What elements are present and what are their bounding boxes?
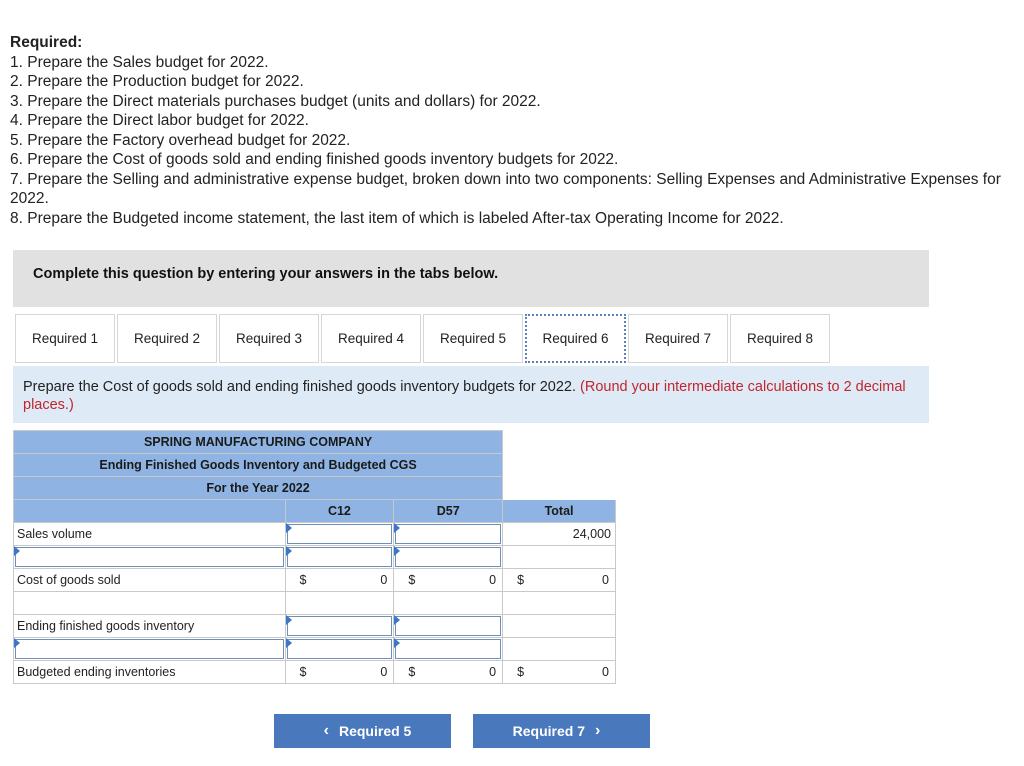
spacer-label bbox=[14, 592, 286, 615]
cogs-total bbox=[503, 569, 616, 592]
bei-label: Budgeted ending inventories bbox=[14, 661, 286, 684]
row-total-blank-1 bbox=[503, 546, 616, 569]
dollar-sign: $ bbox=[517, 665, 525, 679]
cogs-c12 bbox=[285, 569, 394, 592]
tab-required-2[interactable]: Required 2 bbox=[117, 314, 217, 363]
bei-d57-value: 0 bbox=[489, 665, 497, 679]
tab-required-3[interactable]: Required 3 bbox=[219, 314, 319, 363]
header-blank bbox=[14, 500, 286, 523]
bei-total-value: 0 bbox=[602, 665, 609, 679]
instruction-main: Prepare the Cost of goods sold and ending finished goods inventory budgets for 2022. bbox=[23, 379, 576, 395]
required-item-8: 8. Prepare the Budgeted income statement, the last item of which is labeled After-tax Operating Income for 2022. bbox=[10, 209, 784, 227]
dollar-sign: $ bbox=[299, 573, 307, 587]
table-subtitle: Ending Finished Goods Inventory and Budgeted CGS bbox=[14, 454, 503, 477]
next-button[interactable] bbox=[473, 714, 650, 748]
sales-volume-c12-input[interactable] bbox=[285, 523, 394, 546]
required-item-7: 7. Prepare the Selling and administrative expense budget, broken down into two components: Selling Expenses and Administrative Expenses for 2022. bbox=[10, 170, 1001, 207]
row-d57-input-1[interactable] bbox=[394, 546, 503, 569]
table-period: For the Year 2022 bbox=[14, 477, 503, 500]
tab-required-5[interactable]: Required 5 bbox=[423, 314, 523, 363]
efgi-d57-input[interactable] bbox=[394, 615, 503, 638]
row-label-input-1[interactable] bbox=[14, 546, 286, 569]
company-name: SPRING MANUFACTURING COMPANY bbox=[14, 431, 503, 454]
required-item-3: 3. Prepare the Direct materials purchases budget (units and dollars) for 2022. bbox=[10, 92, 541, 110]
efgi-c12-input[interactable] bbox=[285, 615, 394, 638]
tab-required-1[interactable]: Required 1 bbox=[15, 314, 115, 363]
cogs-total-value: 0 bbox=[602, 573, 609, 587]
instruction-note: (Round your intermediate calculations to 2 decimal places.) bbox=[23, 379, 906, 413]
spacer-c12 bbox=[285, 592, 394, 615]
dollar-sign: $ bbox=[517, 573, 525, 587]
required-title: Required: bbox=[10, 34, 83, 51]
row-d57-input-2[interactable] bbox=[394, 638, 503, 661]
tab-required-6[interactable]: Required 6 bbox=[525, 314, 626, 363]
tab-required-7[interactable]: Required 7 bbox=[628, 314, 728, 363]
tab-required-4[interactable]: Required 4 bbox=[321, 314, 421, 363]
row-c12-input-1[interactable] bbox=[285, 546, 394, 569]
banner-text: Complete this question by entering your answers in the tabs below. bbox=[33, 266, 499, 282]
cogs-d57 bbox=[394, 569, 503, 592]
col-c12: C12 bbox=[285, 500, 394, 523]
row-total-blank-2 bbox=[503, 638, 616, 661]
prev-button-label: Required 5 bbox=[338, 723, 412, 739]
col-total: Total bbox=[503, 500, 616, 523]
bei-total bbox=[503, 661, 616, 684]
complete-banner bbox=[13, 250, 929, 307]
chevron-left-icon: ‹ bbox=[323, 722, 329, 739]
required-item-5: 5. Prepare the Factory overhead budget for 2022. bbox=[10, 131, 351, 149]
efgi-label: Ending finished goods inventory bbox=[14, 615, 286, 638]
bei-c12-value: 0 bbox=[380, 665, 388, 679]
dollar-sign: $ bbox=[408, 665, 416, 679]
tab-required-8[interactable]: Required 8 bbox=[730, 314, 830, 363]
required-item-1: 1. Prepare the Sales budget for 2022. bbox=[10, 53, 269, 71]
required-item-2: 2. Prepare the Production budget for 2022. bbox=[10, 73, 304, 90]
col-d57: D57 bbox=[394, 500, 503, 523]
next-button-label: Required 7 bbox=[512, 723, 586, 739]
efgi-total-blank bbox=[503, 615, 616, 638]
instruction-panel bbox=[13, 366, 929, 423]
dollar-sign: $ bbox=[408, 573, 416, 587]
tab-bar bbox=[15, 314, 832, 365]
dollar-sign: $ bbox=[299, 665, 307, 679]
instruction-text bbox=[23, 378, 913, 414]
sales-volume-total: 24,000 bbox=[503, 523, 616, 546]
bei-c12 bbox=[285, 661, 394, 684]
sales-volume-label: Sales volume bbox=[14, 523, 286, 546]
cogs-d57-value: 0 bbox=[489, 573, 497, 587]
sales-volume-d57-input[interactable] bbox=[394, 523, 503, 546]
bei-d57 bbox=[394, 661, 503, 684]
cogs-label: Cost of goods sold bbox=[14, 569, 286, 592]
chevron-right-icon: › bbox=[595, 722, 601, 739]
row-label-input-2[interactable] bbox=[14, 638, 286, 661]
spacer-total bbox=[503, 592, 616, 615]
required-item-4: 4. Prepare the Direct labor budget for 2022. bbox=[10, 112, 309, 129]
cogs-c12-value: 0 bbox=[380, 573, 388, 587]
spacer-d57 bbox=[394, 592, 503, 615]
row-c12-input-2[interactable] bbox=[285, 638, 394, 661]
prev-button[interactable] bbox=[274, 714, 451, 748]
required-instructions bbox=[10, 33, 1010, 228]
required-item-6: 6. Prepare the Cost of goods sold and ending finished goods inventory budgets for 2022. bbox=[10, 151, 619, 168]
budget-table bbox=[13, 430, 616, 684]
